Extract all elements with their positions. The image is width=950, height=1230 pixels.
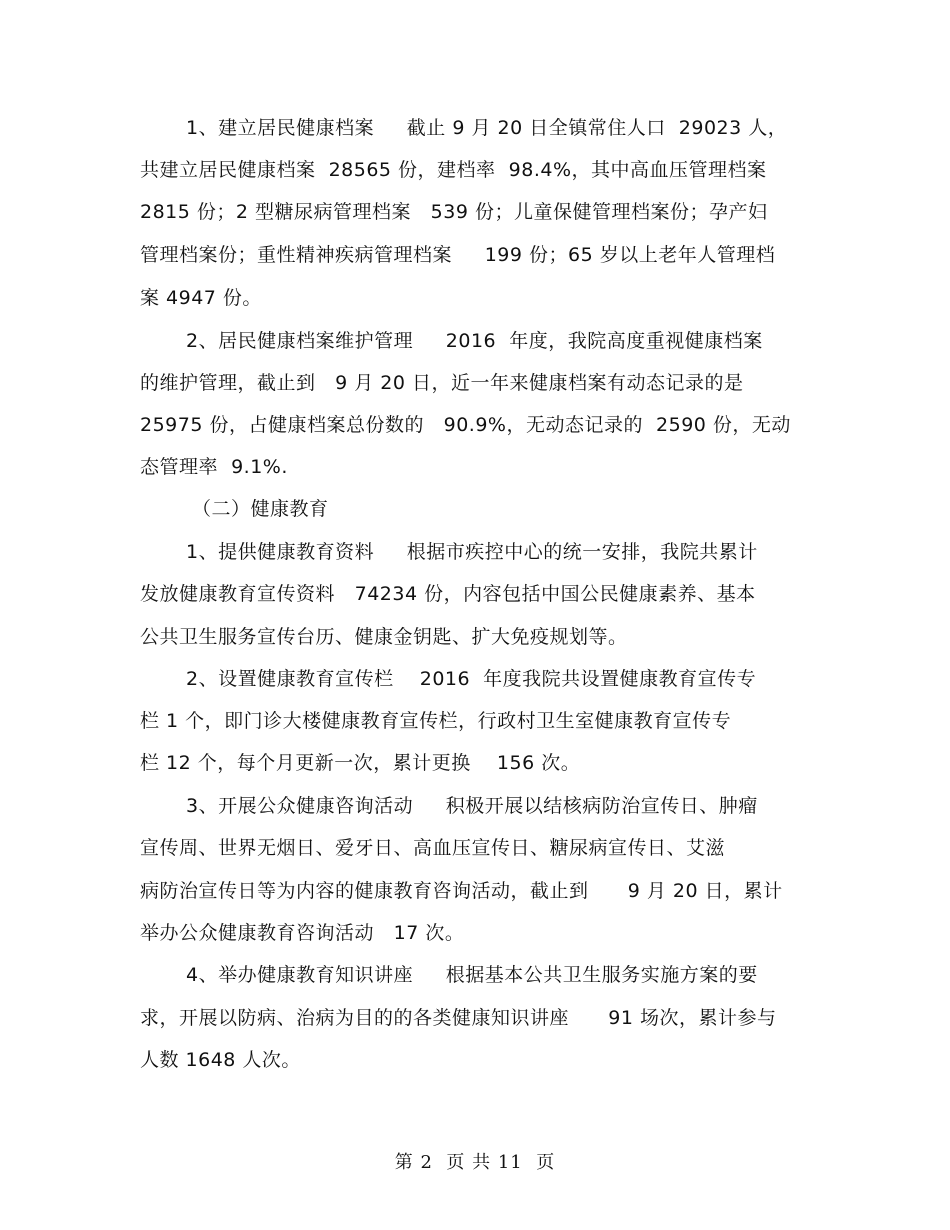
text-line: 2、设置健康教育宣传栏 2016 年度我院共设置健康教育宣传专 [186,668,757,690]
text-line: 2815 份；2 型糖尿病管理档案 539 份；儿童保健管理档案份；孕产妇 [140,201,768,223]
text-line: 4、举办健康教育知识讲座 根据基本公共卫生服务实施方案的要 [186,964,758,986]
text-line: 宣传周、世界无烟日、爱牙日、高血压宣传日、糖尿病宣传日、艾滋 [140,837,726,859]
text-line: 病防治宣传日等为内容的健康教育咨询活动，截止到 9 月 20 日，累计 [140,880,783,902]
text-line: 栏 12 个，每个月更新一次，累计更换 156 次。 [140,752,581,774]
page-footer: 第 2 页 共 11 页 [394,1152,556,1173]
text-line: 3、开展公众健康咨询活动 积极开展以结核病防治宣传日、肿瘤 [186,795,758,817]
text-line: 发放健康教育宣传资料 74234 份，内容包括中国公民健康素养、基本 [140,583,756,605]
text-line: 2、居民健康档案维护管理 2016 年度，我院高度重视健康档案 [186,330,763,352]
text-line: 态管理率 9.1%. [140,456,288,478]
text-line: 的维护管理，截止到 9 月 20 日，近一年来健康档案有动态记录的是 [140,372,744,394]
text-line: 求，开展以防病、治病为目的的各类健康知识讲座 91 场次，累计参与 [140,1007,777,1029]
text-line: 人数 1648 人次。 [140,1049,301,1071]
section-heading: （二）健康教育 [192,498,329,520]
text-line: 举办公众健康教育咨询活动 17 次。 [140,922,465,944]
text-line: 案 4947 份。 [140,287,262,309]
text-line: 1、建立居民健康档案 截止 9 月 20 日全镇常住人口 29023 人， [186,117,788,139]
text-line: 栏 1 个，即门诊大楼健康教育宣传栏，行政村卫生室健康教育宣传专 [140,710,732,732]
text-line: 管理档案份；重性精神疾病管理档案 199 份；65 岁以上老年人管理档 [140,244,776,266]
text-line: 公共卫生服务宣传台历、健康金钥匙、扩大免疫规划等。 [140,626,628,648]
text-line: 1、提供健康教育资料 根据市疾控中心的统一安排，我院共累计 [186,541,758,563]
text-line: 共建立居民健康档案 28565 份，建档率 98.4%，其中高血压管理档案 [140,159,767,181]
text-line: 25975 份，占健康档案总份数的 90.9%，无动态记录的 2590 份，无动 [140,414,791,436]
